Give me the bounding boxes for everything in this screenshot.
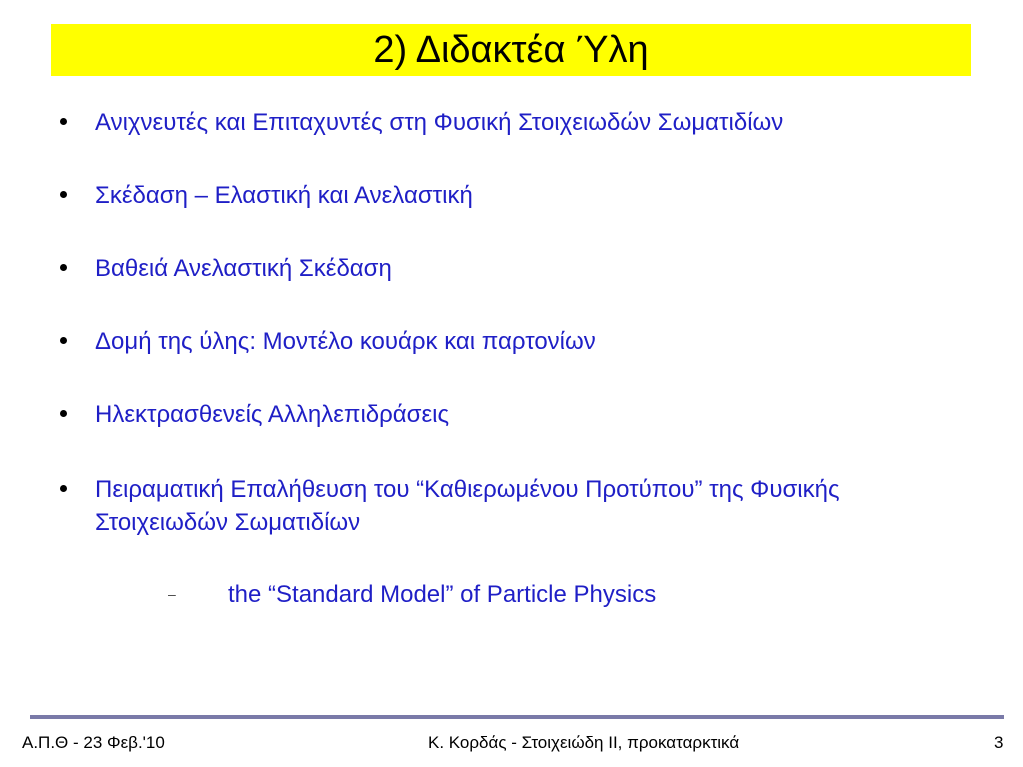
bullet-dot-icon bbox=[60, 485, 67, 492]
bullet-text: Βαθειά Ανελαστική Σκέδαση bbox=[95, 255, 392, 282]
footer-page-number: 3 bbox=[994, 733, 1004, 752]
bullet-text: Ανιχνευτές και Επιταχυντές στη Φυσική Στοιχειωδών Σωματιδίων bbox=[95, 109, 784, 136]
bullet-text: Ηλεκτρασθενείς Αλληλεπιδράσεις bbox=[95, 401, 450, 428]
sub-bullet-text: the “Standard Model” of Particle Physics bbox=[228, 581, 657, 608]
bullet-text: Σκέδαση – Ελαστική και Ανελαστική bbox=[95, 182, 473, 209]
bullet-text: Δομή της ύλης: Μοντέλο κουάρκ και παρτονίων bbox=[95, 328, 596, 355]
bullet-dot-icon bbox=[60, 337, 67, 344]
bullet-text: Πειραματική Επαλήθευση του “Καθιερωμένου Προτύπου” της Φυσικής Στοιχειωδών Σωματιδίων bbox=[95, 476, 840, 536]
bullet-dot-icon bbox=[60, 118, 67, 125]
slide-title: 2) Διδακτέα Ύλη bbox=[373, 29, 649, 71]
bullet-dot-icon bbox=[60, 191, 67, 198]
bullet-dot-icon bbox=[60, 264, 67, 271]
footer-divider bbox=[30, 715, 1004, 719]
footer-institution-date: Α.Π.Θ - 23 Φεβ.'10 bbox=[22, 733, 165, 752]
dash-icon: – bbox=[168, 586, 176, 602]
footer-author-course: Κ. Κορδάς - Στοιχειώδη ΙΙ, προκαταρκτικά bbox=[428, 733, 740, 752]
bullet-dot-icon bbox=[60, 410, 67, 417]
